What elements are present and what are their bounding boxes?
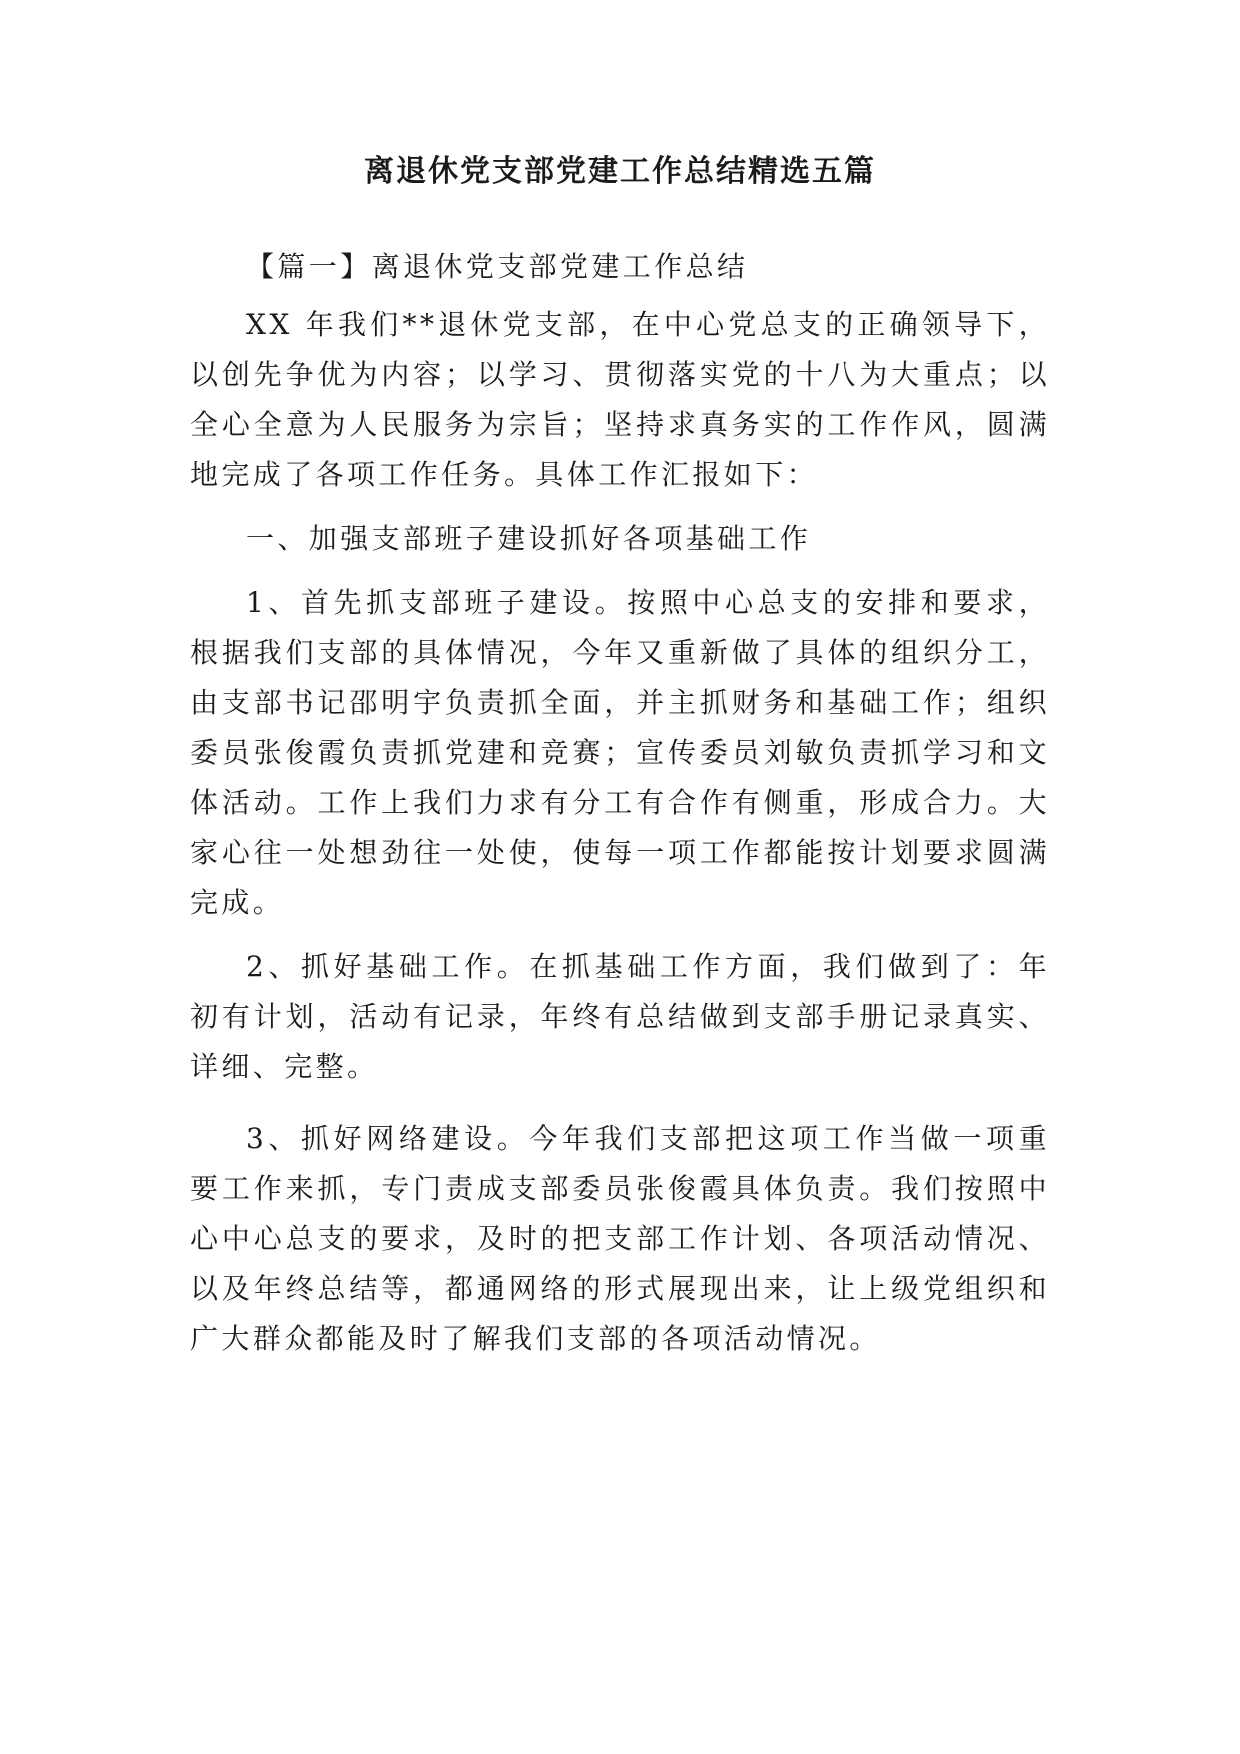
document-body bbox=[190, 242, 1050, 1364]
intro-paragraph: XX 年我们**退休党支部，在中心党总支的正确领导下，以创先争优为内容；以学习、贯彻落实党的十八为大重点；以全心全意为人民服务为宗旨；坚持求真务实的工作作风，圆满地完成了各项工作任务。具体工作汇报如下： bbox=[190, 308, 1050, 491]
subheading-1: 一、加强支部班子建设抓好各项基础工作 bbox=[246, 522, 812, 555]
item-3-paragraph: 3、抓好网络建设。今年我们支部把这项工作当做一项重要工作来抓，专门责成支部委员张俊霞具体负责。我们按照中心中心总支的要求，及时的把支部工作计划、各项活动情况、以及年终总结等，都通网络的形式展现出来，让上级党组织和广大群众都能及时了解我们支部的各项活动情况。 bbox=[190, 1122, 1050, 1355]
document-title: 离退休党支部党建工作总结精选五篇 bbox=[364, 154, 876, 189]
item-1-paragraph: 1、首先抓支部班子建设。按照中心总支的安排和要求，根据我们支部的具体情况，今年又重新做了具体的组织分工，由支部书记邵明宇负责抓全面，并主抓财务和基础工作；组织委员张俊霞负责抓党建和竞赛；宣传委员刘敏负责抓学习和文体活动。工作上我们力求有分工有合作有侧重，形成合力。大家心往一处想劲往一处使，使每一项工作都能按计划要求圆满完成。 bbox=[190, 586, 1050, 919]
item-2-paragraph: 2、抓好基础工作。在抓基础工作方面，我们做到了：年初有计划，活动有记录，年终有总结做到支部手册记录真实、详细、完整。 bbox=[190, 950, 1050, 1083]
section-heading: 【篇一】离退休党支部党建工作总结 bbox=[246, 250, 749, 283]
